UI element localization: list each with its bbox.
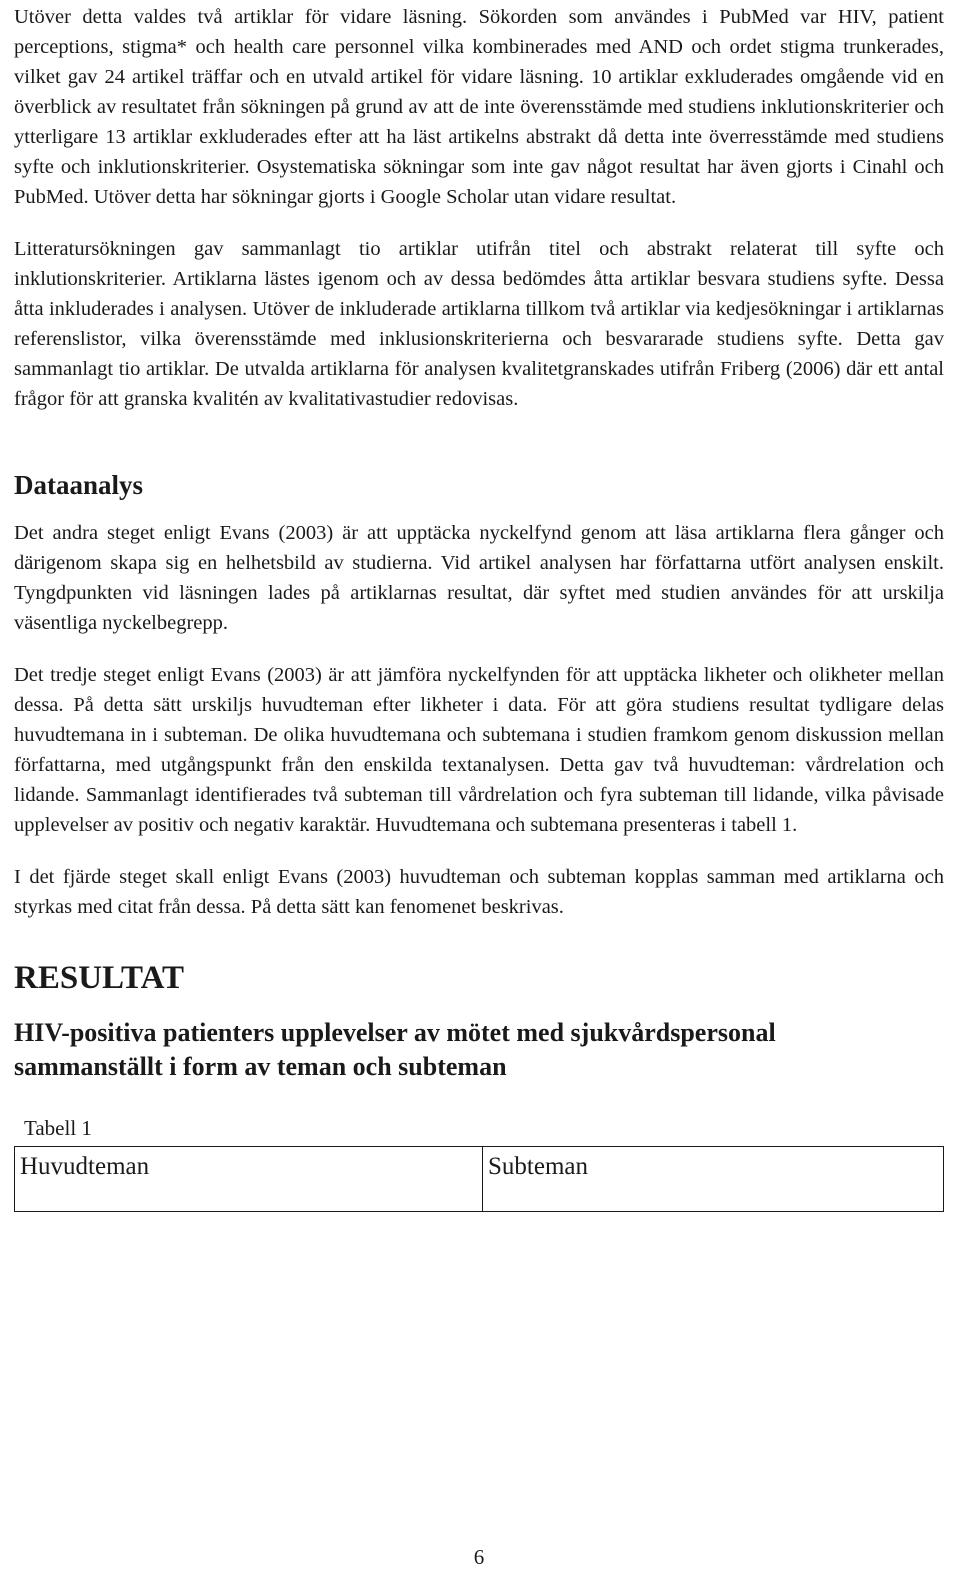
dataanalys-paragraph-2: Det tredje steget enligt Evans (2003) är att jämföra nyckelfynden för att upptäcka likheter och olikheter mellan dessa. På detta sätt urskiljs huvudteman efter likheter i data. För att göra studiens resultat tydligare delas huvudtemana in i subteman. De olika huvudtemana och subtemana i studien framkom genom diskussion mellan författarna, med utgångspunkt från den enskilda textanalysen. Detta gav två huvudteman: vårdrelation och lidande. Sammanlagt identifierades två subteman till vårdrelation och fyra subteman till lidande, vilka påvisade upplevelser av positiv och negativ karaktär. Huvudtemana och subtemana presenteras i tabell 1.	[14, 664, 944, 836]
page-number: 6	[473, 1545, 485, 1569]
table-header-huvudteman: Huvudteman	[15, 1147, 483, 1212]
table-header-subteman: Subteman	[483, 1147, 944, 1212]
intro-paragraph-1: Utöver detta valdes två artiklar för vidare läsning. Sökorden som användes i PubMed var HIV, patient perceptions, stigma* och health care personnel vilka kombinerades med AND och ordet stigma trunkerades, vilket gav 24 artikel träffar och en utvald artikel för vidare läsning. 10 artiklar exkluderades omgående vid en överblick av resultatet från sökningen på grund av att de inte överensstämde med studiens inklutionskriterier och ytterligare 13 artiklar exkluderades efter att ha läst artikelns abstrakt då detta inte överresstämde med studiens syfte och inklutionskriterier. Osystematiska sökningar som inte gav något resultat har även gjorts i Cinahl och PubMed. Utöver detta har sökningar gjorts i Google Scholar utan vidare resultat.	[14, 6, 944, 208]
table-header-row	[15, 1147, 944, 1212]
table-caption: Tabell 1	[24, 1116, 92, 1140]
document-page	[14, 0, 944, 1212]
intro-paragraph-2: Litteratursökningen gav sammanlagt tio artiklar utifrån titel och abstrakt relaterat till syfte och inklutionskriterier. Artiklarna lästes igenom och av dessa bedömdes åtta artiklar besvara studiens syfte. Dessa åtta inkluderades i analysen. Utöver de inkluderade artiklarna tillkom två artiklar via kedjesökningar i artiklarnas referenslistor, vilka överensstämde med inklusionskriterierna och besvararade studiens syfte. Detta gav sammanlagt tio artiklar. De utvalda artiklarna för analysen kvalitetgranskades utifrån Friberg (2006) där ett antal frågor för att granska kvalitén av kvalitativastudier redovisas.	[14, 238, 944, 410]
themes-table	[14, 1146, 944, 1212]
resultat-subheading-line-2: sammanställt i form av teman och subteman	[14, 1052, 507, 1081]
dataanalys-heading: Dataanalys	[14, 470, 144, 500]
dataanalys-paragraph-1: Det andra steget enligt Evans (2003) är att upptäcka nyckelfynd genom att läsa artiklarna flera gånger och därigenom skapa sig en helhetsbild av studierna. Vid artikel analysen har författarna utfört analysen enskilt. Tyngdpunkten vid läsningen lades på artiklarnas resultat, där syftet med studien användes för att urskilja väsentliga nyckelbegrepp.	[14, 522, 944, 634]
resultat-subheading-line-1: HIV-positiva patienters upplevelser av mötet med sjukvårdspersonal	[14, 1018, 776, 1047]
dataanalys-paragraph-3: I det fjärde steget skall enligt Evans (2003) huvudteman och subteman kopplas samman med artiklarna och styrkas med citat från dessa. På detta sätt kan fenomenet beskrivas.	[14, 866, 944, 918]
resultat-heading: RESULTAT	[14, 960, 184, 996]
